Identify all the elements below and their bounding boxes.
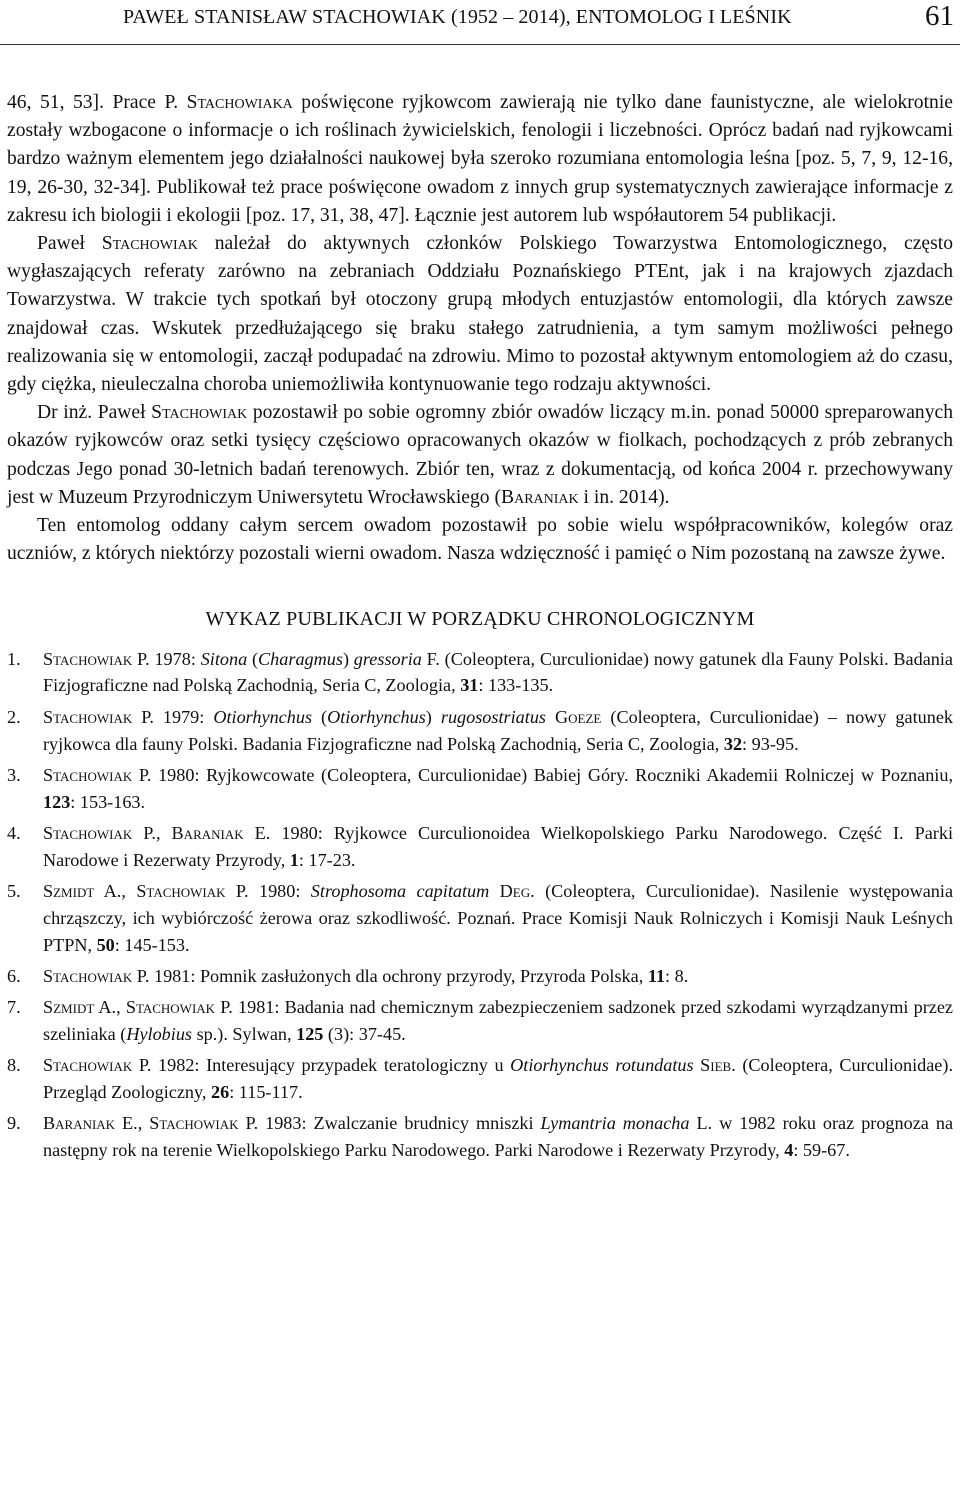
reference-list — [7, 646, 953, 1164]
reference-item — [7, 994, 953, 1048]
pages: : 133-135. — [478, 675, 554, 696]
text-span: 1981: Badania nad chemicznym zabezpieczeniem sadzonek przed szkodami wyrządzanymi przez szeliniaka ( — [43, 997, 954, 1045]
taxon-name: Otiorhynchus — [213, 706, 313, 727]
author-name: Stachowiak P. — [43, 648, 150, 669]
taxon-name: Otiorhynchus rotundatus — [510, 1055, 694, 1076]
reference-text — [43, 994, 953, 1048]
text-span: ( — [312, 706, 328, 727]
reference-number: 1. — [7, 648, 21, 669]
text-span: 1980: Ryjkowcowate (Coleoptera, Curculionidae) Babiej Góry. Roczniki Akademii Rolniczej w Poznaniu, — [151, 764, 953, 785]
text-span: (Coleoptera, Curculionidae). Przegląd Zoologiczny, — [43, 1055, 953, 1103]
taxon-name: Hylobius — [126, 1024, 193, 1045]
volume-number: 32 — [723, 733, 743, 754]
text-span: , — [137, 1113, 150, 1134]
author-name: Baraniak E. — [43, 1113, 138, 1134]
reference-text — [43, 646, 953, 700]
text-span: ) — [425, 706, 441, 727]
taxon-name: Charagmus — [258, 648, 343, 669]
taxon-author: Deg. — [499, 881, 535, 902]
text-span: 1980: — [248, 881, 311, 902]
volume-number: 4 — [784, 1140, 794, 1161]
page-number: 61 — [925, 0, 954, 32]
text-span: , — [155, 822, 172, 843]
reference-item — [7, 820, 953, 874]
paragraph-2 — [7, 230, 953, 399]
reference-item — [7, 963, 953, 990]
author-name: Stachowiak P. — [43, 822, 156, 843]
text-span: 46, 51, 53]. Prace P. — [7, 92, 187, 113]
volume-number: 50 — [96, 934, 115, 955]
reference-number: 7. — [7, 997, 21, 1018]
paragraph-3 — [7, 399, 953, 512]
taxon-name: Strophosoma capitatum — [310, 881, 490, 902]
text-span: ( — [247, 648, 259, 669]
author-name: Szmidt A. — [43, 997, 117, 1018]
reference-number: 5. — [7, 881, 21, 902]
text-span: Paweł — [37, 233, 102, 255]
reference-number: 3. — [7, 764, 21, 785]
text-span: i in. 2014). — [578, 486, 670, 508]
text-span: (Coleoptera, Curculionidae). Nasilenie występowania chrząszczy, ich wybiórczość żerowa oraz szkodliwość. Poznań. Prace Komisji Nauk Rolniczych i Komisji Nauk Leśnych PTPN, — [43, 881, 954, 955]
author-name: Stachowiak P. — [43, 706, 154, 727]
text-span: pozostawił po sobie ogromny zbiór owadów liczący m.in. ponad 50000 spreparowanych okazów ryjkowców oraz setki tysięcy częściowo opracowanych okazów w fiolkach, pochodzących z prób zebranych podczas Jego ponad 30-letnich badań terenowych. Zbiór ten, wraz z dokumentacją, od końca 2004 r. przechowywany jest w Muzeum Przyrodniczym Uniwersytetu Wrocławskiego ( — [7, 402, 953, 508]
text-span: sp.). Sylwan, — [192, 1024, 297, 1045]
taxon-name: gressoria — [353, 648, 422, 669]
text-span: 1979: — [153, 706, 214, 727]
author-name: Stachowiak P. — [149, 1113, 259, 1134]
running-title: PAWEŁ STANISŁAW STACHOWIAK (1952 – 2014), ENTOMOLOG I LEŚNIK — [123, 6, 792, 28]
text-span: 1981: Pomnik zasłużonych dla ochrony przyrody, Przyroda Polska, — [149, 965, 648, 986]
text-span: poświęcone ryjkowcom zawierają nie tylko dane faunistyczne, ale wielokrotnie zostały wzbogacone o informacje o ich roślinach żywicielskich, fenologii i liczebności. Oprócz badań nad ryjkowcami bardzo ważnym elementem jego działalności naukowej była szeroko rozumiana entomologia leśna [poz. 5, 7, 9, 12-16, 19, 26-30, 32-34]. Publikował też prace poświęcone owadom z innych grup systematycznych zawierające informacje z zakresu ich biologii i ekologii [poz. 17, 31, 38, 47]. Łącznie jest autorem lub współautorem 54 publikacji. — [7, 92, 953, 226]
page-content — [7, 89, 953, 1169]
taxon-name: Lymantria monacha — [540, 1113, 690, 1134]
section-heading: WYKAZ PUBLIKACJI W PORZĄDKU CHRONOLOGICZNYM — [205, 608, 755, 631]
author-name: Stachowiak P. — [43, 965, 150, 986]
running-header — [0, 0, 960, 45]
reference-number: 2. — [7, 706, 21, 727]
pages: (3): 37-45. — [323, 1024, 406, 1045]
taxon-name: Sitona — [200, 648, 248, 669]
text-span: 1978: — [149, 648, 201, 669]
text-span: L. w 1982 roku oraz prognoza na następny rok na terenie Wielkopolskiego Parku Narodowego. Parki Narodowe i Rezerwaty Przyrody, — [43, 1113, 954, 1161]
reference-text — [43, 1110, 953, 1164]
text-span — [489, 881, 499, 901]
author-name: Szmidt A. — [43, 881, 122, 902]
reference-item — [7, 646, 953, 700]
pages: : 153-163. — [70, 791, 146, 812]
text-span: , — [116, 997, 126, 1018]
author-name: Baraniak E. — [171, 822, 271, 843]
pages: : 59-67. — [793, 1140, 850, 1161]
reference-text — [43, 878, 953, 958]
reference-item — [7, 1110, 953, 1164]
taxon-name: Otiorhynchus — [327, 706, 426, 727]
reference-number: 4. — [7, 822, 21, 843]
reference-number: 6. — [7, 965, 21, 986]
text-span: Dr inż. Paweł — [37, 402, 152, 424]
volume-number: 123 — [43, 791, 71, 812]
text-span: , — [121, 881, 137, 902]
text-span: 1980: Ryjkowce Curculionoidea Wielkopolskiego Parku Narodowego. Część I. Parki Narodowe i Rezerwaty Przyrody, — [43, 822, 954, 870]
reference-number: 9. — [7, 1113, 21, 1134]
reference-text — [43, 1052, 953, 1106]
reference-text — [43, 820, 953, 874]
reference-text — [43, 762, 953, 816]
volume-number: 31 — [460, 675, 479, 696]
paragraph-1 — [7, 89, 953, 230]
author-name: Stachowiak P. — [125, 997, 233, 1018]
reference-item — [7, 1052, 953, 1106]
pages: : 17-23. — [298, 849, 356, 870]
text-span — [546, 707, 555, 727]
text-span: F. (Coleoptera, Curculionidae) nowy gatunek dla Fauny Polski. Badania Fizjograficzne nad Polską Zachodnią, Seria C, Zoologia, — [43, 648, 953, 696]
volume-number: 26 — [211, 1082, 230, 1103]
volume-number: 1 — [289, 849, 299, 870]
taxon-name: rugosostriatus — [440, 706, 546, 727]
author-name: Stachowiak P. — [43, 1055, 152, 1076]
text-span: (Coleoptera, Curculionidae) – nowy gatunek ryjkowca dla fauny Polski. Badania Fizjograficzne nad Polską Zachodnią, Seria C, Zoologia, — [43, 706, 953, 754]
reference-text — [43, 963, 953, 990]
text-span: 1983: Zwalczanie brudnicy mniszki — [258, 1113, 541, 1134]
author-name: Stachowiaka — [186, 92, 293, 113]
text-span: 1982: Interesujący przypadek teratologiczny u — [151, 1055, 511, 1076]
paragraph-4: Ten entomolog oddany całym sercem owadom pozostawił po sobie wielu współpracowników, kolegów oraz uczniów, z których niektórzy pozostali wierni owadom. Nasza wdzięczność i pamięć o Nim pozostaną na zawsze żywe. — [7, 515, 953, 565]
reference-text — [43, 704, 953, 758]
pages: : 145-153. — [114, 934, 190, 955]
reference-item — [7, 704, 953, 758]
author-name: Baraniak — [501, 486, 579, 508]
author-name: Stachowiak P. — [43, 764, 152, 785]
text-span: ) — [342, 648, 354, 669]
author-name: Stachowiak P. — [136, 881, 249, 902]
reference-number: 8. — [7, 1055, 21, 1076]
author-name: Stachowiak — [101, 233, 198, 255]
volume-number: 11 — [647, 965, 665, 986]
taxon-author: Sieb. — [700, 1055, 736, 1076]
taxon-author: Goeze — [555, 706, 602, 727]
text-span: należał do aktywnych członków Polskiego Towarzystwa Entomologicznego, często wygłaszających referaty zarówno na zebraniach Oddziału Poznańskiego PTEnt, jak i na krajowych zjazdach Towarzystwa. W trakcie tych spotkań był otoczony grupą młodych entuzjastów entomologii, dla których zawsze znajdował czas. Wskutek przedłużającego się braku stałego zatrudnienia, a tym samym możliwości pełnego realizowania się w entomologii, zaczął podupadać na zdrowiu. Mimo to pozostał aktywnym entomologiem aż do czasu, gdy ciężka, nieuleczalna choroba uniemożliwiła kontynuowanie tego rodzaju aktywności. — [7, 233, 953, 396]
volume-number: 125 — [296, 1024, 324, 1045]
pages: : 115-117. — [229, 1082, 303, 1103]
pages: : 93-95. — [742, 733, 799, 754]
reference-item — [7, 762, 953, 816]
pages: : 8. — [665, 965, 689, 986]
author-name: Stachowiak — [151, 402, 248, 424]
reference-item — [7, 878, 953, 958]
